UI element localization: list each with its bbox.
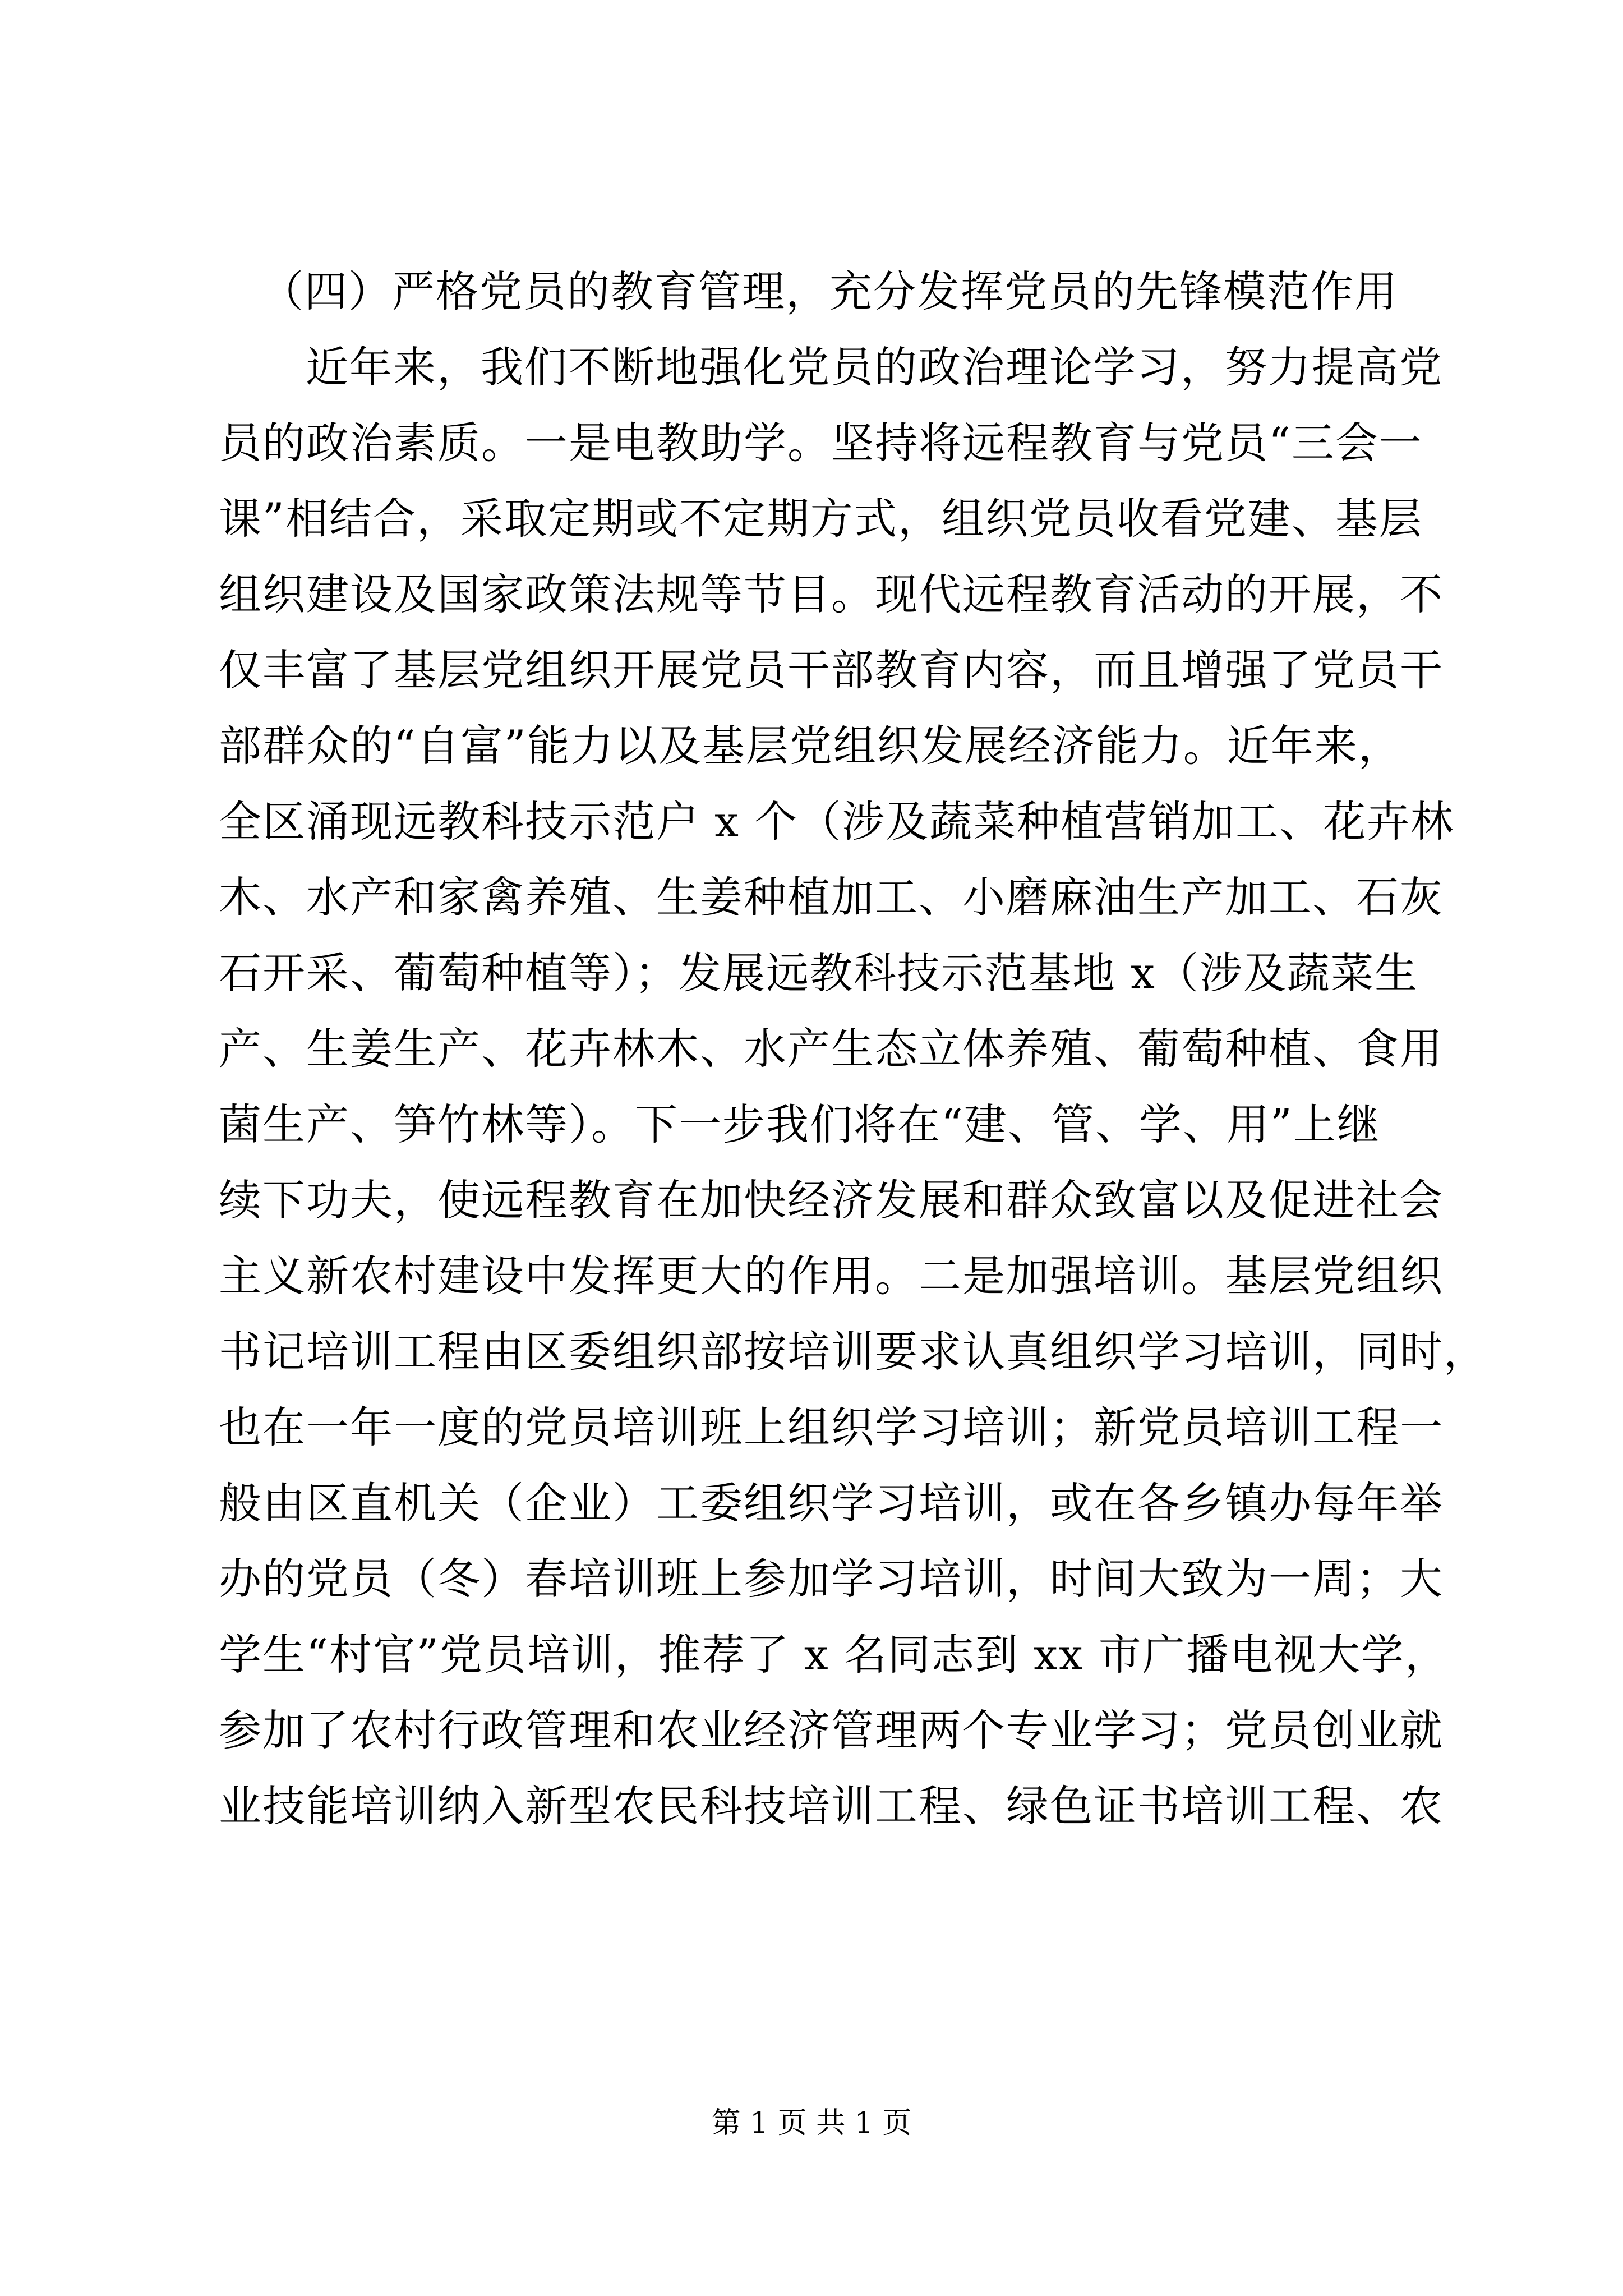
paragraph-line: 办的党员（冬）春培训班上参加学习培训，时间大致为一周；大 xyxy=(219,1554,1444,1604)
paragraph-line: 主义新农村建设中发挥更大的作用。二是加强培训。基层党组织 xyxy=(219,1251,1444,1301)
paragraph-line: 课”相结合，采取定期或不定期方式，组织党员收看党建、基层 xyxy=(219,494,1423,544)
paragraph-line: 石开采、葡萄种植等）；发展远教科技示范基地 x（涉及蔬菜生 xyxy=(219,948,1419,998)
paragraph-line: 菌生产、笋竹林等）。下一步我们将在“建、管、学、用”上继 xyxy=(219,1099,1381,1149)
paragraph-line: 全区涌现远教科技示范户 x 个（涉及蔬菜种植营销加工、花卉林 xyxy=(219,797,1455,846)
paragraph-line: 近年来，我们不断地强化党员的政治理论学习，努力提高党 xyxy=(306,342,1443,392)
paragraph-line: 员的政治素质。一是电教助学。坚持将远程教育与党员“三会一 xyxy=(219,418,1423,468)
paragraph-line: 木、水产和家禽养殖、生姜种植加工、小磨麻油生产加工、石灰 xyxy=(219,872,1444,922)
paragraph-line: 仅丰富了基层党组织开展党员干部教育内容，而且增强了党员干 xyxy=(219,645,1444,695)
paragraph-line: 学生“村官”党员培训，推荐了 x 名同志到 xx 市广播电视大学， xyxy=(219,1630,1449,1680)
paragraph-line: 续下功夫，使远程教育在加快经济发展和群众致富以及促进社会 xyxy=(219,1175,1444,1225)
paragraph-line: 产、生姜生产、花卉林木、水产生态立体养殖、葡萄种植、食用 xyxy=(219,1024,1444,1074)
paragraph-line: 书记培训工程由区委组织部按培训要求认真组织学习培训，同时， xyxy=(219,1327,1487,1377)
section-heading: （四）严格党员的教育管理，充分发挥党员的先锋模范作用 xyxy=(261,266,1398,316)
paragraph-line: 参加了农村行政管理和农业经济管理两个专业学习；党员创业就 xyxy=(219,1705,1444,1755)
page-footer: 第 1 页 共 1 页 xyxy=(711,2106,912,2140)
paragraph-line: 部群众的“自富”能力以及基层党组织发展经济能力。近年来， xyxy=(219,721,1402,771)
paragraph-line: 也在一年一度的党员培训班上组织学习培训；新党员培训工程一 xyxy=(219,1402,1444,1452)
paragraph-line: 组织建设及国家政策法规等节目。现代远程教育活动的开展，不 xyxy=(219,569,1444,619)
paragraph-line: 业技能培训纳入新型农民科技培训工程、绿色证书培训工程、农 xyxy=(219,1781,1444,1831)
paragraph-line: 般由区直机关（企业）工委组织学习培训，或在各乡镇办每年举 xyxy=(219,1478,1444,1528)
